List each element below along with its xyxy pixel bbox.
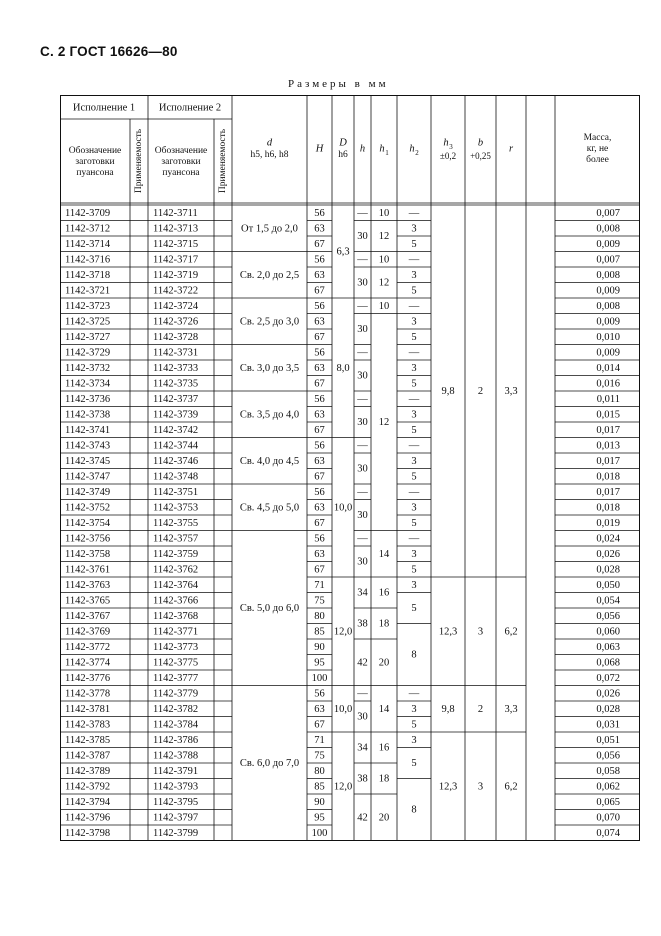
- cell-H: 56: [314, 207, 325, 219]
- cell-designation-1: 1142-3785: [65, 734, 111, 746]
- cell-mass: 0,015: [596, 409, 620, 421]
- cell-mass: 0,074: [596, 827, 620, 839]
- cell-d: 10,0: [333, 502, 353, 514]
- cell-H: 67: [314, 285, 325, 297]
- cell-H: 56: [314, 486, 325, 498]
- cell-mass: 0,068: [596, 657, 620, 669]
- cell-designation-1: 1142-3743: [65, 440, 111, 452]
- cell-h2: 3: [411, 455, 417, 467]
- cell-h2: 3: [411, 269, 417, 281]
- cell-h1: 10: [378, 207, 390, 219]
- table-frame: [61, 96, 640, 841]
- cell-designation-2: 1142-3757: [153, 533, 199, 545]
- cell-H: 63: [314, 548, 325, 560]
- header-group-1: Исполнение 1: [72, 102, 136, 114]
- cell-designation-2: 1142-3751: [153, 486, 199, 498]
- page-header: С. 2 ГОСТ 16626—80: [40, 44, 178, 59]
- cell-designation-2: 1142-3791: [153, 765, 199, 777]
- cell-designation-2: 1142-3728: [153, 331, 199, 343]
- header-designation: заготовки: [161, 157, 201, 167]
- cell-H: 56: [314, 300, 325, 312]
- cell-mass: 0,010: [596, 331, 620, 343]
- cell-H: 63: [314, 269, 325, 281]
- cell-H: 67: [314, 564, 325, 576]
- header-designation: Обозначение: [68, 146, 122, 156]
- cell-mass: 0,024: [596, 533, 620, 545]
- cell-H: 56: [314, 440, 325, 452]
- cell-h1: 16: [378, 742, 390, 754]
- cell-designation-1: 1142-3787: [65, 750, 111, 762]
- cell-h: 34: [357, 587, 368, 599]
- cell-mass: 0,060: [596, 626, 620, 638]
- cell-mass: 0,008: [596, 223, 620, 235]
- header-h: h: [359, 143, 366, 155]
- cell-mass: 0,013: [596, 440, 620, 452]
- cell-designation-2: 1142-3786: [153, 734, 199, 746]
- cell-h2: —: [408, 688, 420, 700]
- cell-h: —: [357, 393, 368, 405]
- cell-H: 95: [314, 657, 325, 669]
- cell-designation-1: 1142-3745: [65, 455, 111, 467]
- cell-b: 2: [477, 703, 484, 715]
- cell-designation-2: 1142-3777: [153, 672, 199, 684]
- cell-h2: 5: [411, 758, 417, 769]
- cell-h3: 9,8: [441, 703, 455, 715]
- cell-mass: 0,051: [596, 734, 620, 746]
- cell-h: —: [357, 207, 368, 219]
- cell-h: —: [357, 347, 368, 359]
- cell-H: 63: [314, 409, 325, 421]
- cell-designation-1: 1142-3761: [65, 564, 111, 576]
- cell-designation-2: 1142-3739: [153, 409, 199, 421]
- cell-designation-1: 1142-3792: [65, 781, 111, 793]
- cell-designation-2: 1142-3711: [153, 207, 198, 219]
- header-r: r: [508, 143, 514, 155]
- cell-designation-2: 1142-3715: [153, 238, 199, 250]
- cell-mass: 0,009: [596, 347, 620, 359]
- cell-designation-2: 1142-3724: [153, 300, 199, 312]
- cell-mass: 0,007: [596, 254, 620, 266]
- cell-designation-1: 1142-3732: [65, 362, 111, 374]
- cell-designation-2: 1142-3764: [153, 579, 199, 591]
- cell-designation-1: 1142-3723: [65, 300, 111, 312]
- cell-designation-1: 1142-3772: [65, 641, 111, 653]
- cell-h2: 5: [411, 603, 417, 614]
- cell-h1: 14: [378, 548, 390, 560]
- cell-h1: 10: [378, 300, 390, 312]
- cell-designation-2: 1142-3773: [153, 641, 199, 653]
- cell-h: 42: [357, 657, 368, 669]
- cell-h1: 12: [378, 231, 390, 242]
- cell-h: 38: [357, 773, 368, 785]
- header-h1: h: [379, 143, 385, 155]
- cell-mass: 0,018: [596, 471, 620, 483]
- cell-h1: 10: [378, 254, 390, 266]
- cell-r: 3,3: [504, 703, 518, 715]
- cell-h: —: [357, 533, 368, 545]
- cell-h: —: [357, 486, 368, 498]
- cell-d: От 1,5 до 2,0: [241, 223, 298, 235]
- cell-designation-1: 1142-3794: [65, 796, 111, 808]
- header-designation: пуансона: [162, 168, 200, 178]
- cell-mass: 0,019: [596, 517, 620, 529]
- cell-h2: 3: [411, 548, 417, 560]
- cell-mass: 0,009: [596, 238, 620, 250]
- cell-H: 71: [314, 579, 325, 591]
- cell-mass: 0,062: [596, 781, 620, 793]
- header-usage: Применяемость: [134, 128, 144, 194]
- cell-designation-2: 1142-3771: [153, 626, 199, 638]
- cell-h2: 3: [411, 223, 417, 235]
- cell-designation-2: 1142-3742: [153, 424, 199, 436]
- cell-designation-2: 1142-3746: [153, 455, 199, 467]
- cell-H: 56: [314, 393, 325, 405]
- cell-d: Св. 4,5 до 5,0: [239, 502, 300, 514]
- cell-designation-1: 1142-3741: [65, 424, 111, 436]
- cell-designation-1: 1142-3734: [65, 378, 111, 390]
- cell-mass: 0,026: [596, 548, 620, 560]
- cell-designation-1: 1142-3796: [65, 812, 111, 824]
- cell-designation-1: 1142-3783: [65, 719, 111, 731]
- cell-designation-2: 1142-3797: [153, 812, 199, 824]
- cell-h2: —: [408, 347, 420, 359]
- header-b: b: [477, 137, 484, 149]
- header-designation: заготовки: [75, 157, 115, 167]
- cell-d: 12,0: [333, 626, 353, 638]
- cell-H: 100: [311, 672, 328, 684]
- cell-H: 56: [314, 254, 325, 266]
- cell-mass: 0,028: [596, 703, 620, 715]
- header-d-tolerance: h5, h6, h8: [250, 150, 289, 160]
- cell-r: 6,2: [504, 626, 518, 638]
- cell-designation-2: 1142-3788: [153, 750, 199, 762]
- cell-designation-2: 1142-3744: [153, 440, 199, 452]
- cell-H: 67: [314, 719, 325, 731]
- cell-designation-2: 1142-3762: [153, 564, 199, 576]
- cell-designation-1: 1142-3769: [65, 626, 111, 638]
- cell-h2: 3: [411, 502, 417, 514]
- cell-mass: 0,018: [596, 502, 620, 514]
- cell-mass: 0,072: [596, 672, 620, 684]
- header-b-tolerance: +0,25: [470, 151, 491, 161]
- cell-H: 90: [314, 641, 325, 653]
- cell-h2: 3: [411, 734, 417, 746]
- cell-d: Св. 4,0 до 4,5: [239, 455, 300, 467]
- cell-designation-2: 1142-3713: [153, 223, 199, 235]
- cell-mass: 0,056: [596, 610, 620, 622]
- cell-designation-1: 1142-3778: [65, 688, 111, 700]
- cell-designation-1: 1142-3754: [65, 517, 111, 529]
- header-group-2: Исполнение 2: [158, 102, 222, 114]
- cell-H: 63: [314, 223, 325, 235]
- cell-mass: 0,008: [596, 300, 620, 312]
- cell-designation-1: 1142-3763: [65, 579, 111, 591]
- cell-mass: 0,009: [596, 316, 620, 328]
- cell-mass: 0,008: [596, 269, 620, 281]
- cell-h1: 14: [378, 703, 390, 715]
- cell-designation-2: 1142-3755: [153, 517, 199, 529]
- cell-designation-1: 1142-3729: [65, 347, 111, 359]
- header-d: d: [266, 137, 273, 149]
- cell-designation-1: 1142-3781: [65, 703, 111, 715]
- cell-H: 67: [314, 471, 325, 483]
- cell-h2: 3: [411, 362, 417, 374]
- cell-b: 3: [477, 781, 484, 793]
- cell-H: 85: [314, 781, 325, 793]
- cell-h: 30: [357, 711, 368, 723]
- cell-H: 63: [314, 362, 325, 374]
- cell-r: 6,2: [504, 781, 518, 793]
- header-mass: Масса,: [583, 133, 612, 143]
- cell-designation-2: 1142-3766: [153, 595, 199, 607]
- cell-mass: 0,017: [596, 455, 620, 467]
- cell-d: Св. 5,0 до 6,0: [239, 603, 300, 614]
- header-h3-tolerance: ±0,2: [439, 151, 457, 161]
- cell-h2: 5: [411, 564, 417, 576]
- cell-mass: 0,063: [596, 641, 620, 653]
- cell-designation-2: 1142-3793: [153, 781, 199, 793]
- header-mass: более: [586, 155, 609, 165]
- cell-h: 30: [357, 417, 368, 428]
- cell-d: Св. 3,5 до 4,0: [239, 409, 300, 421]
- cell-designation-1: 1142-3721: [65, 285, 111, 297]
- header-D: D: [339, 137, 347, 149]
- cell-h: 30: [357, 370, 368, 382]
- cell-designation-2: 1142-3782: [153, 703, 199, 715]
- cell-H: 67: [314, 331, 325, 343]
- header-h2-index: 2: [415, 149, 419, 157]
- cell-d: 6,3: [336, 246, 350, 258]
- cell-designation-2: 1142-3717: [153, 254, 199, 266]
- cell-designation-2: 1142-3775: [153, 657, 199, 669]
- cell-h2: —: [408, 486, 420, 498]
- cell-designation-2: 1142-3784: [153, 719, 199, 731]
- cell-H: 56: [314, 347, 325, 359]
- cell-designation-1: 1142-3725: [65, 316, 111, 328]
- cell-mass: 0,031: [596, 719, 620, 731]
- header-H: H: [315, 143, 324, 155]
- cell-mass: 0,050: [596, 579, 620, 591]
- cell-b: 3: [477, 626, 484, 638]
- cell-H: 85: [314, 626, 325, 638]
- header-h3: h: [443, 137, 449, 149]
- cell-H: 80: [314, 610, 325, 622]
- cell-h2: —: [408, 393, 420, 405]
- cell-H: 75: [314, 595, 325, 607]
- cell-h1: 18: [378, 618, 390, 630]
- cell-H: 63: [314, 455, 325, 467]
- cell-designation-2: 1142-3737: [153, 393, 199, 405]
- cell-h: 30: [357, 556, 368, 568]
- cell-d: Св. 2,0 до 2,5: [239, 269, 300, 281]
- cell-H: 56: [314, 533, 325, 545]
- cell-h1: 12: [378, 277, 390, 289]
- cell-designation-1: 1142-3752: [65, 502, 111, 514]
- cell-h: 30: [357, 463, 368, 475]
- cell-mass: 0,054: [596, 595, 620, 607]
- cell-designation-1: 1142-3718: [65, 269, 111, 281]
- cell-mass: 0,058: [596, 765, 620, 777]
- cell-h: 30: [357, 231, 368, 242]
- cell-h: 38: [357, 618, 368, 630]
- cell-designation-1: 1142-3756: [65, 533, 111, 545]
- cell-h: 34: [357, 742, 368, 754]
- cell-mass: 0,014: [596, 362, 620, 374]
- cell-designation-1: 1142-3747: [65, 471, 111, 483]
- cell-designation-1: 1142-3798: [65, 827, 111, 839]
- cell-H: 63: [314, 316, 325, 328]
- cell-h2: 5: [411, 378, 417, 390]
- cell-d: 8,0: [336, 362, 350, 374]
- cell-d: 10,0: [333, 703, 353, 715]
- cell-h1: 20: [378, 657, 390, 669]
- cell-h: 30: [357, 510, 368, 521]
- cell-h2: 5: [411, 517, 417, 529]
- cell-designation-1: 1142-3716: [65, 254, 111, 266]
- cell-h2: 5: [411, 471, 417, 483]
- cell-h: —: [357, 688, 368, 700]
- dimensions-table: [60, 95, 640, 839]
- cell-mass: 0,009: [596, 285, 620, 297]
- cell-H: 63: [314, 703, 325, 715]
- cell-designation-2: 1142-3753: [153, 502, 199, 514]
- cell-mass: 0,007: [596, 207, 620, 219]
- cell-H: 100: [311, 827, 328, 839]
- cell-h2: 3: [411, 579, 417, 591]
- cell-designation-2: 1142-3748: [153, 471, 199, 483]
- cell-H: 80: [314, 765, 325, 777]
- cell-H: 75: [314, 750, 325, 762]
- cell-h2: 8: [411, 649, 417, 661]
- dimensions-caption: Размеры в мм: [288, 78, 389, 90]
- cell-H: 67: [314, 378, 325, 390]
- cell-h1: 20: [378, 812, 390, 824]
- cell-H: 63: [314, 502, 325, 514]
- cell-mass: 0,026: [596, 688, 620, 700]
- cell-designation-2: 1142-3799: [153, 827, 199, 839]
- header-usage: Применяемость: [218, 128, 228, 194]
- cell-r: 3,3: [504, 386, 518, 397]
- cell-d: Св. 6,0 до 7,0: [239, 758, 300, 769]
- cell-H: 90: [314, 796, 325, 808]
- cell-d: 12,0: [333, 781, 353, 793]
- cell-H: 67: [314, 238, 325, 250]
- cell-h: —: [357, 440, 368, 452]
- cell-mass: 0,056: [596, 750, 620, 762]
- cell-designation-1: 1142-3767: [65, 610, 111, 622]
- cell-b: 2: [477, 386, 484, 397]
- header-h1-index: 1: [385, 149, 389, 157]
- cell-designation-2: 1142-3735: [153, 378, 199, 390]
- cell-h: —: [357, 254, 368, 266]
- cell-h: 30: [357, 277, 368, 289]
- cell-h3: 12,3: [438, 626, 458, 638]
- cell-mass: 0,017: [596, 424, 620, 436]
- cell-designation-1: 1142-3776: [65, 672, 111, 684]
- cell-H: 67: [314, 424, 325, 436]
- header-designation: Обозначение: [154, 146, 208, 156]
- cell-designation-1: 1142-3765: [65, 595, 111, 607]
- cell-designation-2: 1142-3779: [153, 688, 199, 700]
- cell-designation-1: 1142-3736: [65, 393, 111, 405]
- cell-h2: 5: [411, 285, 417, 297]
- cell-h1: 12: [378, 417, 390, 428]
- table-grid: [60, 95, 640, 839]
- cell-h3: 9,8: [441, 386, 455, 397]
- cell-H: 67: [314, 517, 325, 529]
- cell-h2: 5: [411, 424, 417, 436]
- cell-mass: 0,028: [596, 564, 620, 576]
- header-h3-index: 3: [449, 143, 453, 151]
- cell-designation-1: 1142-3758: [65, 548, 111, 560]
- cell-designation-2: 1142-3795: [153, 796, 199, 808]
- cell-h2: —: [408, 533, 420, 545]
- header-mass: кг, не: [586, 144, 609, 154]
- cell-h1: 18: [378, 773, 390, 785]
- cell-h: 30: [357, 324, 368, 335]
- cell-designation-2: 1142-3722: [153, 285, 199, 297]
- cell-designation-2: 1142-3768: [153, 610, 199, 622]
- cell-designation-1: 1142-3749: [65, 486, 111, 498]
- cell-designation-1: 1142-3774: [65, 657, 111, 669]
- cell-d: Св. 2,5 до 3,0: [239, 316, 300, 328]
- cell-designation-2: 1142-3759: [153, 548, 199, 560]
- cell-h: 42: [357, 812, 368, 824]
- cell-designation-1: 1142-3714: [65, 238, 111, 250]
- cell-mass: 0,016: [596, 378, 620, 390]
- cell-H: 71: [314, 734, 325, 746]
- cell-h: —: [357, 300, 368, 312]
- cell-h2: 3: [411, 316, 417, 328]
- header-h2: h: [409, 143, 415, 155]
- cell-h2: 8: [411, 804, 417, 816]
- cell-designation-2: 1142-3726: [153, 316, 199, 328]
- cell-h2: 5: [411, 719, 417, 731]
- cell-H: 95: [314, 812, 325, 824]
- cell-h2: 3: [411, 409, 417, 421]
- cell-designation-2: 1142-3733: [153, 362, 199, 374]
- cell-designation-1: 1142-3709: [65, 207, 111, 219]
- cell-h2: —: [408, 440, 420, 452]
- cell-h3: 12,3: [438, 781, 458, 793]
- cell-H: 56: [314, 688, 325, 700]
- header-designation: пуансона: [76, 168, 114, 178]
- cell-h2: —: [408, 207, 420, 219]
- cell-designation-2: 1142-3719: [153, 269, 199, 281]
- cell-mass: 0,017: [596, 486, 620, 498]
- header-D-tolerance: h6: [338, 150, 348, 160]
- cell-mass: 0,065: [596, 796, 620, 808]
- cell-designation-1: 1142-3789: [65, 765, 111, 777]
- cell-designation-1: 1142-3712: [65, 223, 111, 235]
- cell-designation-1: 1142-3738: [65, 409, 111, 421]
- cell-designation-2: 1142-3731: [153, 347, 199, 359]
- cell-h2: 3: [411, 703, 417, 715]
- cell-d: Св. 3,0 до 3,5: [239, 362, 300, 374]
- cell-mass: 0,070: [596, 812, 620, 824]
- cell-designation-1: 1142-3727: [65, 331, 111, 343]
- cell-h2: —: [408, 300, 420, 312]
- cell-h2: —: [408, 254, 420, 266]
- cell-h2: 5: [411, 331, 417, 343]
- cell-h2: 5: [411, 238, 417, 250]
- cell-mass: 0,011: [596, 393, 620, 405]
- cell-h1: 16: [378, 587, 390, 599]
